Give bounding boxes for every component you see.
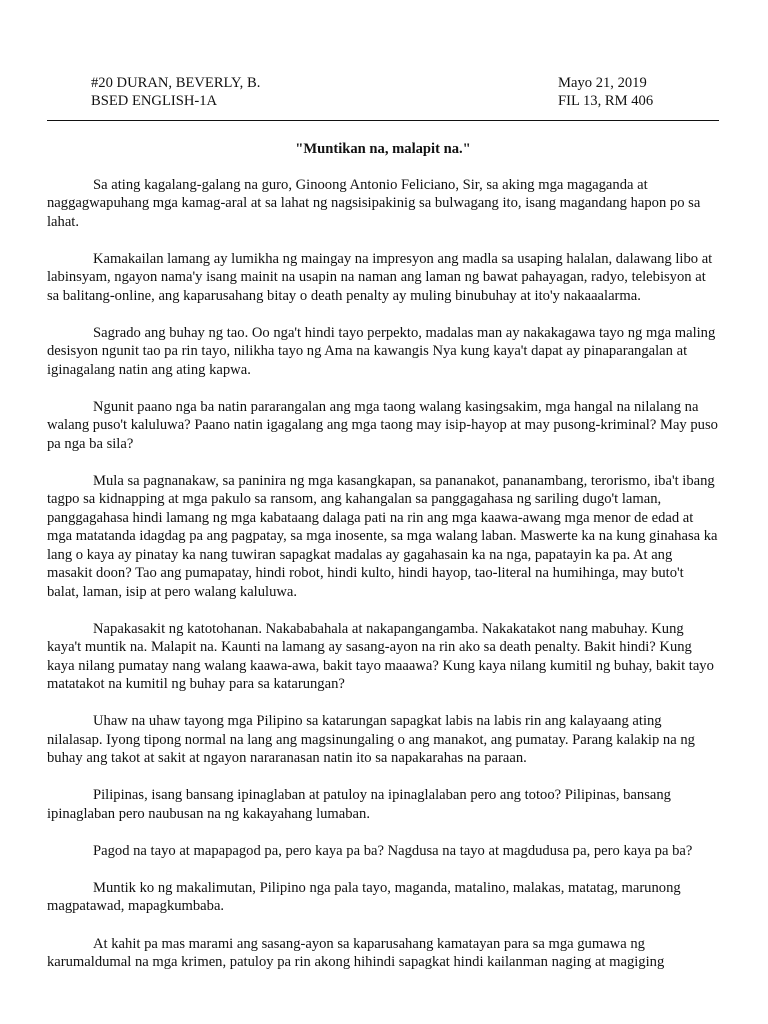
student-info [91,74,411,111]
paragraph: Muntik ko ng makalimutan, Pilipino nga pala tayo, maganda, matalino, malakas, matatag, marunong magpatawad, mapagkumbaba. [47,879,681,915]
paragraph: Uhaw na uhaw tayong mga Pilipino sa katarungan sapagkat labis na labis rin ang kalayaang ating nilalasap. Iyong tipong normal na lang ang magsinungaling o ang manakot, ang pumatay. Parang kalakip na ng buhay ang takot at sakit at ngayon nararanasan natin ito sa napakarahas na paraan. [47,713,695,766]
paragraph: Napakasakit ng katotohanan. Nakababahala at nakapangangamba. Nakakatakot nang mabuhay. Kung kaya't muntik na. Malapit na. Kaunti na lamang ay sasang-ayon na rin ako sa death penalty. Bakit hindi? Kung kaya nilang pumatay nang walang kaawa-awa, bakit tayo maaawa? Kung kaya nilang kumitil ng buhay, bakit tayo matatakot na kumitil ng buhay para sa katarungan? [47,620,714,692]
paragraph: Kamakailan lamang ay lumikha ng maingay na impresyon ang madla sa usaping halalan, dalawang libo at labinsyam, ngayon nama'y isang mainit na usapin na naman ang laman ng bawat pahayagan, radyo, telebisyon at sa balitang-online, ang kaparusahang bitay o death penalty ay muling binubuhay at ito'y nakaaalarma. [47,251,713,304]
document-title: "Muntikan na, malapit na." [295,141,471,157]
header-divider [47,120,719,121]
document-date: Mayo 21, 2019 [558,75,647,91]
paragraph: Pilipinas, isang bansang ipinaglaban at patuloy na ipinaglalaban pero ang totoo? Pilipinas, bansang ipinaglaban pero naubusan na ng kakayahang lumaban. [47,787,671,822]
student-course: BSED ENGLISH-1A [91,93,218,110]
document-body [47,176,719,990]
paragraph: Sa ating kagalang-galang na guro, Ginoong Antonio Feliciano, Sir, sa aking mga magaganda at naggagwapuhang mga kamag-aral at sa lahat ng nagsisipakinig sa bulwagang ito, isang magandang hapon po sa lahat. [47,177,701,230]
paragraph: Pagod na tayo at mapapagod pa, pero kaya pa ba? Nagdusa na tayo at magdudusa pa, pero kaya pa ba? [93,842,693,859]
class-info [558,74,758,111]
class-room: FIL 13, RM 406 [558,93,654,110]
paragraph: Sagrado ang buhay ng tao. Oo nga't hindi tayo perpekto, madalas man ay nakakagawa tayo ng mga maling desisyon ngunit tao pa rin tayo, nilikha tayo ng Ama na kawangis Nya kung kaya't dapat ay pinaparangalan at iginagalang natin ang ating kapwa. [47,325,716,378]
student-name: #20 DURAN, BEVERLY, B. [91,75,261,91]
paragraph: Mula sa pagnanakaw, sa paninira ng mga kasangkapan, sa pananakot, pananambang, terorismo, iba't ibang tagpo sa kidnapping at mga pakulo sa ransom, ang kahangalan sa panggagahasa ng sariling dugo't laman, panggagahasa hindi lamang ng mga kabataang dalaga pati na rin ang mga kaawa-awang mga menor de edad at mga matatanda idagdag pa ang pagpatay, sa mga inosente, sa mga walang laban. Maswerte ka na kung ginahasa ka lang o kaya ay pinatay ka nang tuwiran sapagkat madalas ay gagahasain ka na nga, papatayin ka pa. At ang masakit doon? Tao ang pumapatay, hindi robot, hindi kulto, hindi hayop, tao-literal na humihinga, may buto't balat, laman, isip at pero walang kaluluwa. [47,473,718,600]
paragraph: At kahit pa mas marami ang sasang-ayon sa kaparusahang kamatayan para sa mga gumawa ng karumaldumal na mga krimen, patuloy pa rin akong hihindi sapagkat hindi kailanman naging at magiging [47,935,665,970]
paragraph: Ngunit paano nga ba natin pararangalan ang mga taong walang kasingsakim, mga hangal na nilalang na walang puso't kaluluwa? Paano natin igagalang ang mga taong may isip-hayop at may pusong-kriminal? May puso pa nga ba sila? [47,399,718,452]
